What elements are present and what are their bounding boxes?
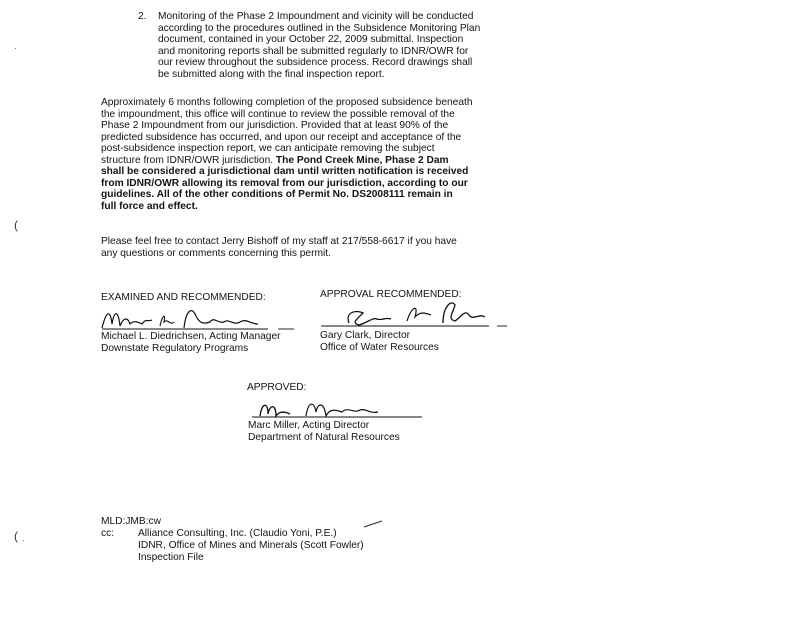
left-signature: [100, 302, 300, 334]
right-signature: [315, 293, 511, 335]
right-signature-heading: APPROVAL RECOMMENDED:: [320, 289, 462, 300]
cc-check-mark: [362, 519, 384, 529]
para3-line-1: Please feel free to contact Jerry Bishoff of my staff at 217/558-6617 if you have: [101, 236, 457, 247]
item2-line-5: our review throughout the subsidence process. Record drawings shall: [158, 57, 473, 68]
para2-line-6-text: structure from IDNR/OWR jurisdiction.: [101, 154, 274, 166]
cc-label: cc:: [101, 528, 115, 539]
right-signer-name: Gary Clark, Director: [320, 330, 411, 341]
para2-bold-line-3: guidelines. All of the other conditions of Permit No. DS2008111 remain in: [101, 189, 453, 200]
para2-line-6: [101, 155, 449, 167]
center-signer-name: Marc Miller, Acting Director: [248, 420, 370, 431]
para2-line-2: the impoundment, this office will continue to review the possible removal of the: [101, 108, 455, 120]
typist-initials: MLD:JMB:cw: [101, 516, 161, 527]
cc-line-3: Inspection File: [138, 552, 204, 563]
binder-hole-mark: (: [14, 529, 18, 543]
left-signer-name: Michael L. Diedrichsen, Acting Manager: [101, 331, 281, 342]
item2-line-6: be submitted along with the final inspection report.: [158, 68, 385, 80]
center-signer-office: Department of Natural Resources: [248, 432, 400, 443]
para2-line-1: Approximately 6 months following completion of the proposed subsidence beneath: [101, 97, 473, 108]
para2-line-3: Phase 2 Impoundment from our jurisdiction. Provided that at least 90% of the: [101, 120, 449, 131]
item2-line-3: document, contained in your October 22, 2009 submittal. Inspection: [158, 34, 464, 45]
cc-line-2: IDNR, Office of Mines and Minerals (Scott Fowler): [138, 540, 364, 551]
scan-speck-mark: ·: [14, 44, 17, 53]
para2-bold-line-4: full force and effect.: [101, 200, 198, 212]
scan-speck-mark: ·: [22, 536, 25, 545]
item2-line-1: Monitoring of the Phase 2 Impoundment and vicinity will be conducted: [158, 11, 474, 22]
center-signature-heading: APPROVED:: [247, 382, 307, 393]
cc-line-1: Alliance Consulting, Inc. (Claudio Yoni, P.E.): [138, 528, 337, 539]
para2-line-5: post-subsidence inspection report, we can anticipate removing the subject: [101, 143, 435, 154]
item2-line-4: and monitoring reports shall be submitted regularly to IDNR/OWR for: [158, 45, 469, 57]
binder-hole-mark: (: [14, 218, 18, 232]
right-signer-office: Office of Water Resources: [320, 342, 439, 353]
para2-line-4: predicted subsidence has occurred, and upon our receipt and acceptance of the: [101, 131, 462, 143]
para3-line-2: any questions or comments concerning this permit.: [101, 247, 331, 259]
para2-bold-tail: The Pond Creek Mine, Phase 2 Dam: [273, 154, 449, 166]
para2-bold-line-1: shall be considered a jurisdictional dam until written notification is received: [101, 166, 469, 177]
item2-line-2: according to the procedures outlined in the Subsidence Monitoring Plan: [158, 22, 481, 34]
left-signer-office: Downstate Regulatory Programs: [101, 343, 249, 354]
para2-bold-line-2: from IDNR/OWR allowing its removal from our jurisdiction, according to our: [101, 177, 468, 189]
left-signature-heading: EXAMINED AND RECOMMENDED:: [101, 292, 266, 303]
item-number: 2.: [138, 11, 147, 22]
center-signature: [250, 396, 430, 422]
